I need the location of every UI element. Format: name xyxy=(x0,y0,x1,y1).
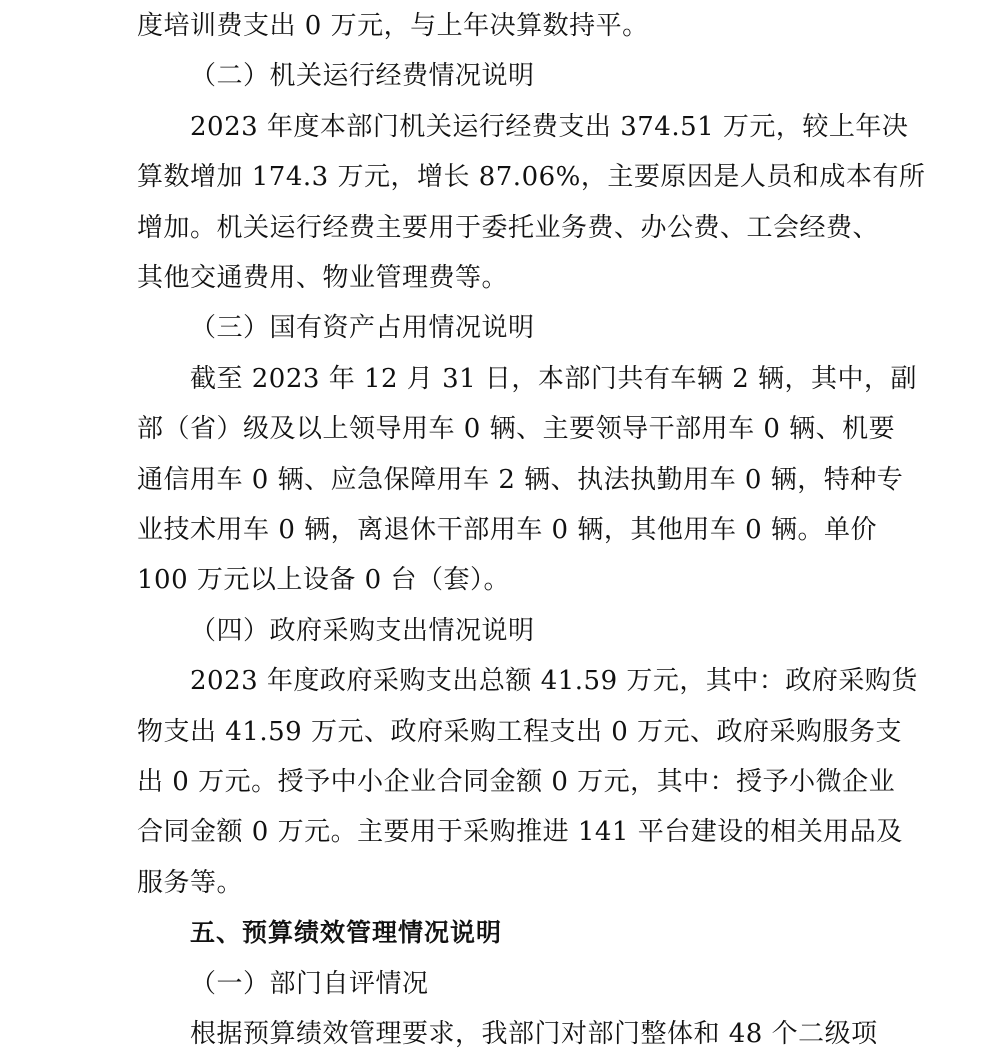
section-heading-performance-management: 五、预算绩效管理情况说明 xyxy=(190,918,503,947)
body-line: 2023 年度政府采购支出总额 41.59 万元，其中：政府采购货 xyxy=(190,666,918,696)
body-line: 合同金额 0 万元。主要用于采购推进 141 平台建设的相关用品及 xyxy=(137,817,903,847)
body-line: 出 0 万元。授予中小企业合同金额 0 万元，其中：授予小微企业 xyxy=(137,767,896,797)
body-line: 100 万元以上设备 0 台（套）。 xyxy=(137,565,510,595)
sub-heading-government-procurement: （四）政府采购支出情况说明 xyxy=(190,616,535,646)
sub-heading-self-evaluation: （一）部门自评情况 xyxy=(190,969,429,999)
sub-heading-state-assets: （三）国有资产占用情况说明 xyxy=(190,313,535,343)
body-line: 其他交通费用、物业管理费等。 xyxy=(137,263,509,293)
body-line: 算数增加 174.3 万元，增长 87.06%，主要原因是人员和成本有所 xyxy=(137,162,926,192)
body-line: 业技术用车 0 辆，离退休干部用车 0 辆，其他用车 0 辆。单价 xyxy=(137,515,877,545)
body-line: 截至 2023 年 12 月 31 日，本部门共有车辆 2 辆，其中，副 xyxy=(190,364,917,394)
body-line: 增加。机关运行经费主要用于委托业务费、办公费、工会经费、 xyxy=(137,213,880,243)
body-line: 通信用车 0 辆、应急保障用车 2 辆、执法执勤用车 0 辆，特种专 xyxy=(137,465,904,495)
body-line: 2023 年度本部门机关运行经费支出 374.51 万元，较上年决 xyxy=(190,112,909,142)
body-line: 度培训费支出 0 万元，与上年决算数持平。 xyxy=(137,11,649,41)
sub-heading-operating-expenses: （二）机关运行经费情况说明 xyxy=(190,61,535,91)
body-line: 服务等。 xyxy=(137,868,244,898)
body-line: 部（省）级及以上领导用车 0 辆、主要领导干部用车 0 辆、机要 xyxy=(137,414,896,444)
body-line: 根据预算绩效管理要求，我部门对部门整体和 48 个二级项 xyxy=(190,1019,878,1049)
body-line: 物支出 41.59 万元、政府采购工程支出 0 万元、政府采购服务支 xyxy=(137,717,903,747)
